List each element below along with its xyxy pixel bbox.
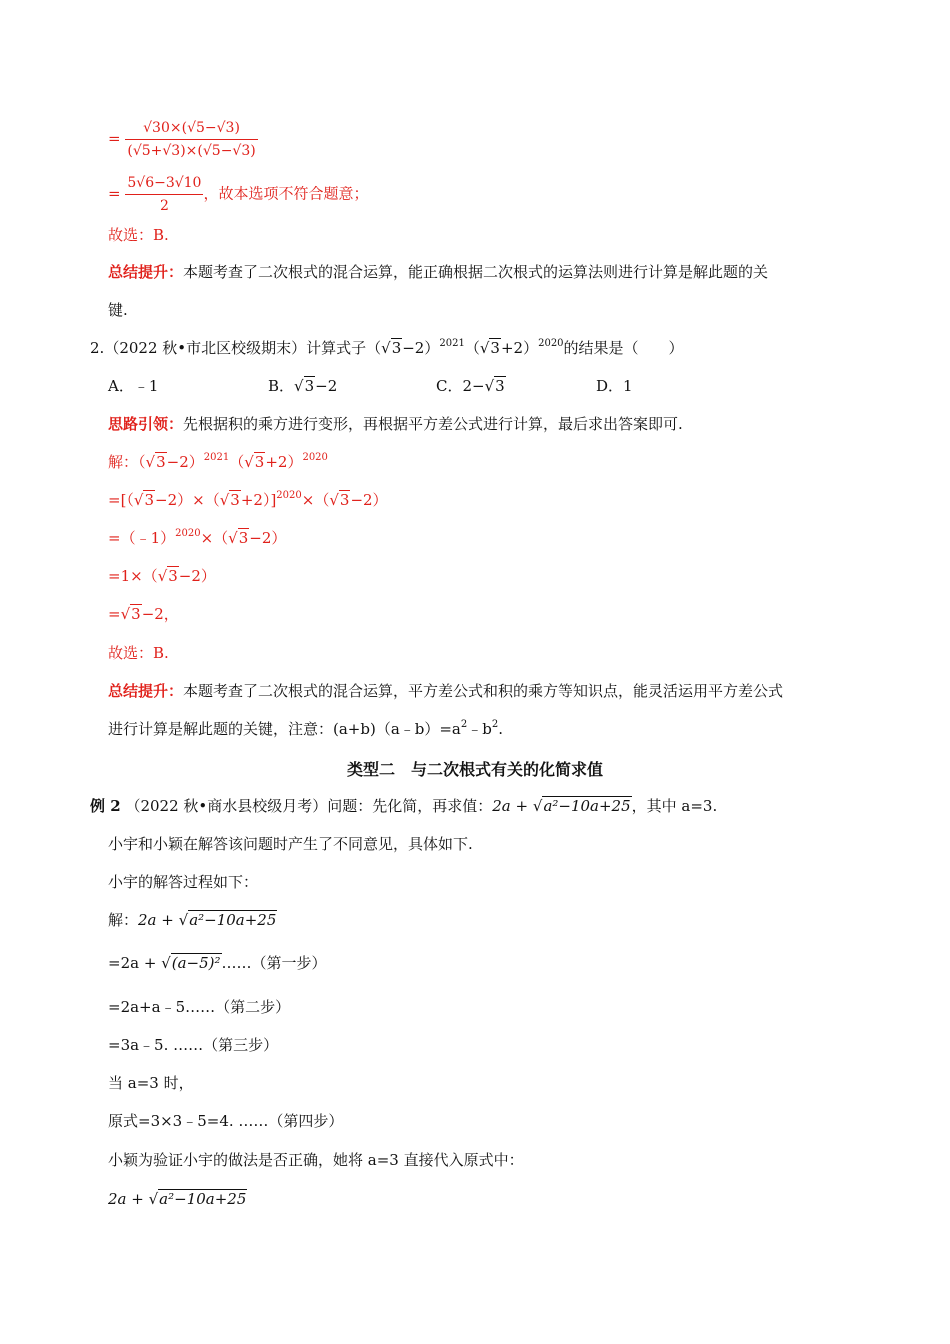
sqrt-3: √3 [228,529,249,547]
stem-part: ） [523,339,539,357]
radicand: 3 [168,567,178,585]
sol-part: ×（ [301,491,330,509]
sol-part: =1×（ [108,567,158,585]
step-3: =3a﹣5. ……（第三步） [108,1036,279,1054]
question-2-options [108,376,633,396]
section-title: 类型二 与二次根式有关的化简求值 [346,760,603,779]
radicand: (a−5)² [171,954,221,972]
sol-part: −2） [178,567,216,585]
exponent: 2020 [175,528,201,539]
equals-sign: = [108,129,121,148]
summary-text: 本题考查了二次根式的混合运算，能正确根据二次根式的运算法则进行计算是解此题的关 [183,263,769,281]
sqrt-expression: √a²−10a+25 [148,1190,247,1208]
step-part: =2a + [108,954,157,972]
summary-text: 本题考查了二次根式的混合运算，平方差公式和积的乘方等知识点，能灵活运用平方差公式 [183,682,784,700]
exponent: 2 [491,719,499,730]
sqrt-3: √3 [219,491,240,509]
example-label: 例 2 [90,797,121,815]
solution-line-1 [108,452,328,472]
sol-part: 解：（ [108,453,146,471]
step-0 [108,910,277,930]
fraction-2 [125,173,203,216]
example-2-stem [90,796,717,816]
solution-line-4 [108,566,216,586]
exponent: 2020 [302,452,328,463]
exponent: 2020 [276,490,302,501]
radicand: 3 [391,339,402,357]
sqrt-expression: √a²−10a+25 [178,911,277,929]
option-b-label: B． [268,377,295,395]
radicand: a²−10a+25 [543,797,631,815]
radicand: a²−10a+25 [189,911,277,929]
option-d: D．1 [596,377,633,395]
sol-part: −2） [350,491,388,509]
paragraph-1: 小宇和小颖在解答该问题时产生了不同意见，具体如下. [108,835,473,853]
stem-part: 的结果是（ ） [563,339,684,357]
sqrt-3: √3 [484,377,505,395]
option-a: A．﹣1 [108,377,159,395]
expr-head: 2a + [492,797,529,815]
stem-part: （ [464,339,480,357]
fraction-1-denominator: (√5+√3)×(√5−√3) [125,139,257,161]
radicand: 3 [495,377,505,395]
exponent: 2021 [203,452,230,463]
sol-part: ×（ [200,529,229,547]
answer-choice-2: 故选：B. [108,644,169,662]
solution-line-5 [108,604,179,624]
sqrt-3: √3 [329,491,350,509]
summary-1 [108,262,768,282]
sol-part: =[（ [108,491,134,509]
sol-part: = [108,605,121,623]
option-c-label: C．2− [436,377,485,395]
sqrt-expression: √(a−5)² [161,954,221,972]
sol-part: +2） [265,453,303,471]
answer-choice-1: 故选：B. [108,226,169,244]
radicand: 3 [339,491,350,509]
sqrt-3: √3 [133,491,155,509]
radicand: a²−10a+25 [159,1190,247,1208]
paragraph-3: 小颖为验证小宇的做法是否正确，她将 a=3 直接代入原式中： [108,1151,524,1169]
fraction-1-numerator: √30×(√5−√3) [143,120,240,136]
example-source: （2022 秋•商水县校级月考） [125,797,328,815]
exponent: 2 [460,719,468,730]
sol-part: −2） [166,453,204,471]
summary-part: 进行计算是解此题的关键，注意：(a+b)（a﹣b）=a [108,720,461,738]
sqrt-3: √3 [479,339,500,357]
exponent: 2020 [538,338,564,349]
sqrt-3: √3 [120,605,141,623]
radicand: 3 [254,453,265,471]
expr-head: 2a + [138,911,174,929]
step-2: =2a+a﹣5……（第二步） [108,998,291,1016]
sol-part: −2） [249,529,287,547]
solution-line-3 [108,528,286,548]
example-stem: 问题：先化简，再求值： [327,797,493,815]
step-tail: ……（第一步） [221,954,327,972]
sqrt-3: √3 [381,339,402,357]
radicand: 3 [304,377,315,395]
fraction-line-2 [108,173,368,216]
solution-line-2 [108,490,388,510]
sqrt-3: √3 [157,567,178,585]
sol-part: −2）×（ [155,491,220,509]
summary-2 [108,681,783,701]
radicand: 3 [490,339,500,357]
step-condition: 当 a=3 时， [108,1074,194,1092]
fraction-2-numerator: 5√6−3√10 [127,175,202,191]
sol-part: −2， [141,605,179,623]
summary-2-continued [108,719,503,739]
sol-part: （ [229,453,245,471]
summary-1-continued: 键. [108,301,128,319]
step-1 [108,953,327,973]
option-c [436,376,596,396]
step-label: 解： [108,911,139,929]
stem-part: 计算式子（ [306,339,382,357]
stem-part: ） [424,339,440,357]
fraction-2-tail: ，故本选项不符合题意； [203,184,369,203]
sqrt-expression: √a²−10a+25 [532,797,631,815]
summary-part: . [498,720,504,738]
fraction-2-denominator: 2 [125,194,203,216]
sqrt-3: √3 [145,453,166,471]
option-b-tail: −2 [315,377,338,395]
summary-label: 总结提升： [108,263,184,281]
hint-line [108,414,683,434]
hint-label: 思路引领： [108,415,184,433]
sqrt-3: √3 [294,377,315,395]
fraction-1 [125,118,257,161]
radicand: 3 [131,605,141,623]
fraction-line-1 [108,118,258,161]
radicand: 3 [156,453,166,471]
radicand: 3 [144,491,155,509]
option-b [268,376,436,396]
sqrt-3: √3 [244,453,265,471]
hint-text: 先根据积的乘方进行变形，再根据平方差公式进行计算，最后求出答案即可. [183,415,683,433]
sol-part: =（﹣1） [108,529,176,547]
step-4: 原式=3×3﹣5=4. ……（第四步） [108,1112,344,1130]
substitution-expression [108,1189,247,1209]
question-number: 2. [90,339,105,357]
paragraph-2: 小宇的解答过程如下： [108,873,259,891]
sol-part: +2）] [240,491,277,509]
stem-tail: ，其中 a=3. [631,797,718,815]
summary-label: 总结提升： [108,682,184,700]
radicand: 3 [238,529,249,547]
exponent: 2021 [439,338,465,349]
summary-part: ﹣b [467,720,492,738]
expr-head: 2a + [108,1190,144,1208]
radicand: 3 [230,491,240,509]
question-source: （2022 秋•市北区校级期末） [104,339,307,357]
question-2-stem: 2.（2022 秋•市北区校级期末）计算式子$(√3-2)^{2021}(√3+2)^{2020}$的结果是（ ） [90,338,684,357]
equals-sign: = [108,184,121,203]
